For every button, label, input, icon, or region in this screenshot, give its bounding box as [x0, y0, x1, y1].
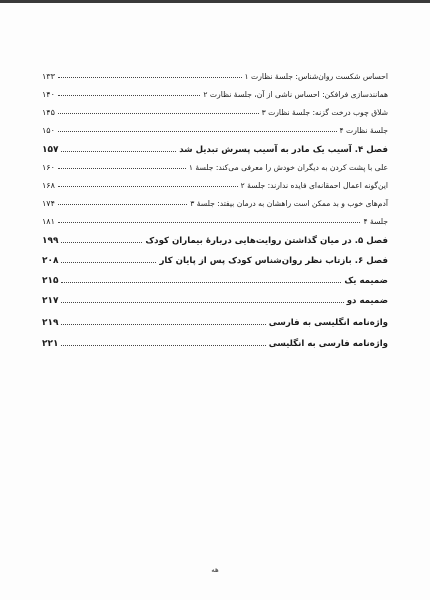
dot-leader [58, 95, 201, 96]
toc-entry[interactable] [42, 181, 388, 190]
toc-entry-page: ۱۶۰ [42, 163, 55, 172]
toc-glossary-page: ۲۲۱ [42, 339, 59, 349]
dot-leader [61, 302, 343, 303]
toc-entry-page: ۱۴۵ [42, 108, 55, 117]
toc-glossary-entry[interactable] [42, 318, 388, 328]
toc-appendix-entry[interactable] [42, 276, 388, 286]
toc-glossary-page: ۲۱۹ [42, 318, 59, 328]
toc-entry[interactable] [42, 199, 388, 208]
dot-leader [58, 204, 187, 205]
dot-leader [58, 131, 337, 132]
toc-chapter-entry[interactable] [42, 256, 388, 266]
toc-appendix-title: ضمیمه دو [346, 296, 388, 306]
toc-entry-page: ۱۶۸ [42, 181, 55, 190]
toc-chapter-title: فصل ۴. آسیب یک مادر به آسیب پسرش تبدیل شد [179, 145, 388, 155]
toc-entry-title: آدم‌های خوب و بد ممکن است راهشان به درمان بیفتد: جلسهٔ ۳ [190, 199, 388, 208]
toc-chapter-entry[interactable] [42, 236, 388, 246]
dot-leader [61, 282, 341, 283]
toc-glossary-entry[interactable] [42, 339, 388, 349]
dot-leader [61, 151, 176, 152]
page-folio: ه‍ه [211, 566, 219, 574]
toc-entry[interactable] [42, 72, 388, 81]
dot-leader [61, 345, 265, 346]
page-top-edge [0, 0, 430, 3]
dot-leader [61, 242, 142, 243]
dot-leader [58, 77, 242, 78]
toc-entry[interactable] [42, 108, 388, 117]
toc-entry-title: جلسهٔ ۴ [363, 217, 388, 226]
toc-entry-title: شلاق چوب درخت گزنه: جلسهٔ نظارت ۳ [261, 108, 388, 117]
toc-entry-page: ۱۳۳ [42, 72, 55, 81]
toc-entry-title: این‌گونه اعمال احمقانه‌ای فایده ندارند: جلسهٔ ۲ [240, 181, 388, 190]
toc-entry[interactable] [42, 163, 388, 172]
toc-chapter-title: فصل ۶. بازتاب نظر روان‌شناس کودک پس از پایان کار [159, 256, 388, 266]
toc-chapter-page: ۱۵۷ [42, 145, 59, 155]
toc-appendix-page: ۲۱۵ [42, 276, 59, 286]
dot-leader [58, 186, 238, 187]
toc-chapter-page: ۲۰۸ [42, 256, 59, 266]
toc-entry-title: علی با پشت کردن به دیگران خودش را معرفی می‌کند: جلسهٔ ۱ [188, 163, 388, 172]
toc-entry-title: همانندسازی فرافکن: احساس ناشی از آن، جلسهٔ نظارت ۲ [203, 90, 388, 99]
dot-leader [58, 113, 259, 114]
toc-chapter-title: فصل ۵. در میان گذاشتن روایت‌هایی دربارهٔ بیماران کودک [145, 236, 388, 246]
dot-leader [61, 324, 265, 325]
toc-glossary-title: واژه‌نامه انگلیسی به فارسی [268, 318, 388, 328]
toc-entry-title: جلسهٔ نظارت ۴ [339, 126, 388, 135]
toc-entry-page: ۱۵۰ [42, 126, 55, 135]
toc-entry-page: ۱۸۱ [42, 217, 55, 226]
toc-appendix-entry[interactable] [42, 296, 388, 306]
toc-entry-page: ۱۴۰ [42, 90, 55, 99]
toc-entry[interactable] [42, 217, 388, 226]
toc-chapter-entry[interactable] [42, 145, 388, 155]
dot-leader [61, 262, 156, 263]
toc-entry-page: ۱۷۴ [42, 199, 55, 208]
toc-entry[interactable] [42, 90, 388, 99]
toc-entry-title: احساس شکست روان‌شناس: جلسهٔ نظارت ۱ [244, 72, 388, 81]
dot-leader [58, 168, 186, 169]
toc-chapter-page: ۱۹۹ [42, 236, 59, 246]
dot-leader [58, 222, 361, 223]
toc-glossary-title: واژه‌نامه فارسی به انگلیسی [268, 339, 388, 349]
toc-appendix-title: ضمیمه یک [344, 276, 388, 286]
toc-entry[interactable] [42, 126, 388, 135]
toc-appendix-page: ۲۱۷ [42, 296, 59, 306]
